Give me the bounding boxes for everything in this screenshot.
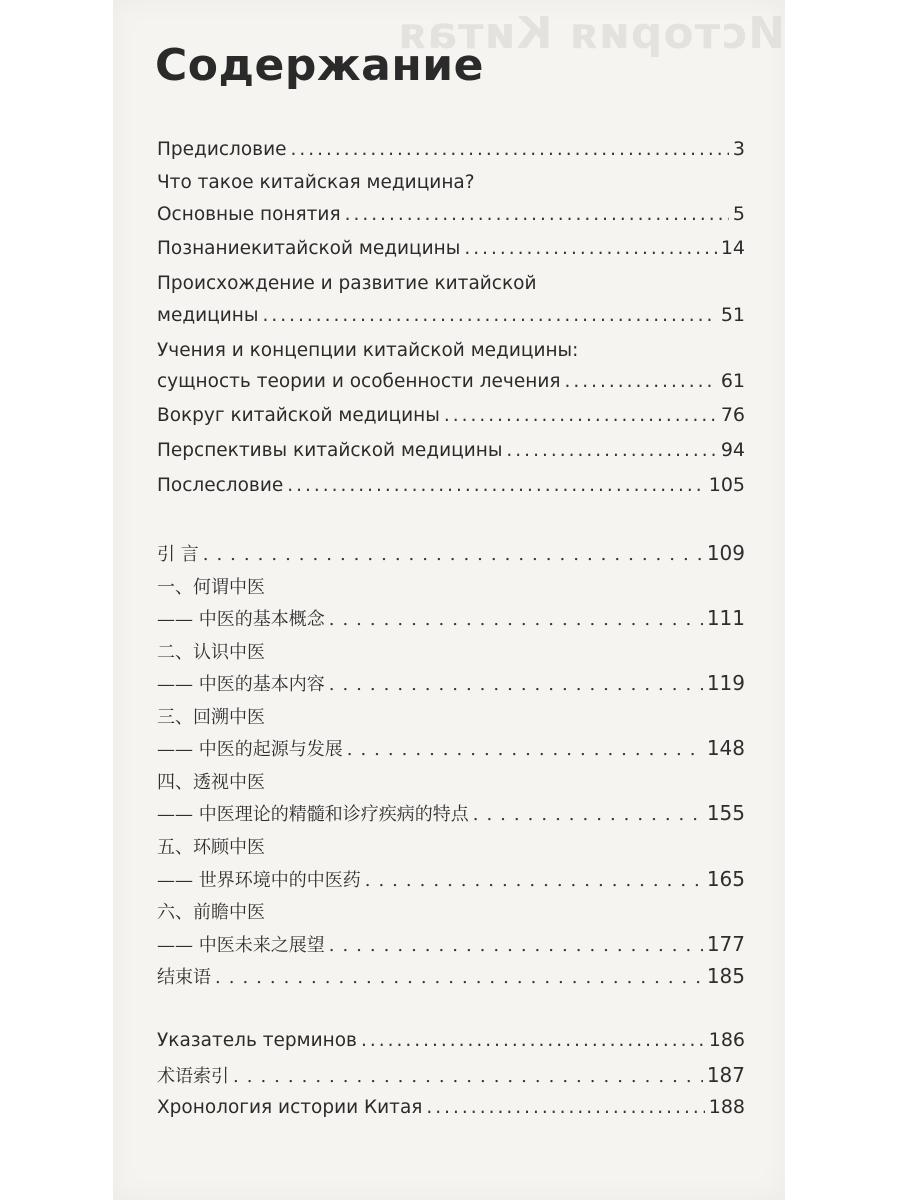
toc-zh-page: 155	[706, 801, 745, 825]
toc-zh-label: 二、认识中医	[157, 642, 265, 663]
leader-dots	[290, 139, 728, 160]
toc-entry	[157, 273, 745, 303]
leader-dots	[564, 371, 716, 392]
toc-zh-entry	[157, 833, 745, 863]
toc-zh-page: 148	[706, 736, 745, 760]
toc-entry	[157, 474, 745, 504]
toc-zh-label: —— 中医的起源与发展	[157, 739, 343, 760]
toc-entry	[157, 439, 745, 469]
leader-dots	[464, 238, 716, 259]
toc-entry-page: 76	[720, 404, 745, 426]
toc-zh-label: —— 中医未来之展望	[157, 935, 325, 956]
toc-entry-label: сущность теории и особенности лечения	[157, 371, 561, 392]
toc-zh-entry	[157, 800, 745, 830]
toc-zh-label: 六、前瞻中医	[157, 902, 265, 923]
toc-zh-page: 111	[706, 606, 745, 630]
toc-zh-label: 结束语	[157, 967, 211, 988]
toc-entry	[157, 370, 745, 400]
toc-entry	[157, 340, 745, 370]
leader-dots	[329, 935, 703, 956]
toc-zh-label: 五、环顾中医	[157, 837, 265, 858]
leader-dots	[329, 674, 703, 695]
toc-zh-entry	[157, 735, 745, 765]
toc-zh-entry	[157, 866, 745, 896]
toc-entry-page: 61	[720, 370, 745, 392]
toc-entry-page: 3	[732, 138, 745, 160]
toc-zh-entry	[157, 703, 745, 733]
toc-entry-page: 14	[720, 237, 745, 259]
toc-zh-page: 177	[706, 932, 745, 956]
toc-entry-label: Познаниекитайской медицины	[157, 238, 461, 259]
toc-entry-label: Вокруг китайской медицины	[157, 405, 440, 426]
toc-zh-entry	[157, 670, 745, 700]
toc-zh-page: 185	[706, 964, 745, 988]
toc-entry-page: 94	[720, 439, 745, 461]
toc-entry	[157, 138, 745, 168]
toc-zh-entry	[157, 931, 745, 961]
toc-entry-label: Основные понятия	[157, 204, 341, 225]
toc-end-entry	[157, 1096, 745, 1126]
leader-dots	[345, 204, 729, 225]
page-title: Содержание	[155, 40, 484, 91]
toc-entry	[157, 237, 745, 267]
leader-dots	[215, 967, 703, 988]
toc-zh-label: —— 中医理论的精髓和诊疗疾病的特点	[157, 804, 469, 825]
toc-zh-entry	[157, 540, 745, 570]
toc-entry-page: 5	[732, 203, 745, 225]
toc-entry-label: Послесловие	[157, 475, 284, 496]
toc-end-page: 186	[708, 1029, 745, 1051]
leader-dots	[444, 405, 717, 426]
toc-end-entry	[157, 1029, 745, 1059]
toc-zh-label: 四、透视中医	[157, 772, 265, 793]
toc-zh-page: 119	[706, 671, 745, 695]
toc-entry-label: медицины	[157, 305, 259, 326]
toc-end-label: 术语索引	[157, 1066, 229, 1087]
toc-zh-entry	[157, 605, 745, 635]
toc-zh-label: 一、何谓中医	[157, 577, 265, 598]
toc-end-page: 187	[706, 1063, 745, 1087]
toc-entry	[157, 172, 745, 202]
leader-dots	[473, 804, 703, 825]
toc-entry-label: Происхождение и развитие китайской	[157, 273, 537, 294]
toc-zh-label: 三、回溯中医	[157, 707, 265, 728]
toc-zh-entry	[157, 898, 745, 928]
toc-zh-entry	[157, 768, 745, 798]
toc-entry-label: Предисловие	[157, 139, 287, 160]
toc-entry-page: 51	[720, 304, 745, 326]
toc-zh-entry	[157, 963, 745, 993]
toc-entry-label: Учения и концепции китайской медицины:	[157, 340, 579, 361]
toc-entry	[157, 304, 745, 334]
toc-zh-page: 165	[706, 867, 745, 891]
toc-entry-label: Что такое китайская медицина?	[157, 172, 475, 193]
toc-end-entry	[157, 1062, 745, 1092]
toc-zh-entry	[157, 638, 745, 668]
leader-dots	[365, 870, 703, 891]
leader-dots	[361, 1030, 705, 1051]
toc-end-label: Указатель терминов	[157, 1030, 357, 1051]
leader-dots	[203, 544, 703, 565]
toc-entry	[157, 203, 745, 233]
toc-zh-entry	[157, 573, 745, 603]
toc-entry-page: 105	[708, 474, 745, 496]
toc-end-page: 188	[708, 1096, 745, 1118]
toc-zh-label: —— 中医的基本内容	[157, 674, 325, 695]
leader-dots	[426, 1097, 704, 1118]
toc-zh-label: —— 世界环境中的中医药	[157, 870, 361, 891]
toc-entry	[157, 404, 745, 434]
toc-zh-page: 109	[706, 541, 745, 565]
bleed-through-text: История Китая	[397, 8, 785, 59]
toc-zh-label: —— 中医的基本概念	[157, 609, 325, 630]
leader-dots	[329, 609, 703, 630]
toc-zh-label: 引 言	[157, 544, 199, 565]
leader-dots	[506, 440, 716, 461]
toc-entry-label: Перспективы китайской медицины	[157, 440, 503, 461]
leader-dots	[347, 739, 703, 760]
toc-end-label: Хронология истории Китая	[157, 1097, 423, 1118]
leader-dots	[287, 475, 705, 496]
leader-dots	[262, 305, 716, 326]
leader-dots	[233, 1066, 703, 1087]
